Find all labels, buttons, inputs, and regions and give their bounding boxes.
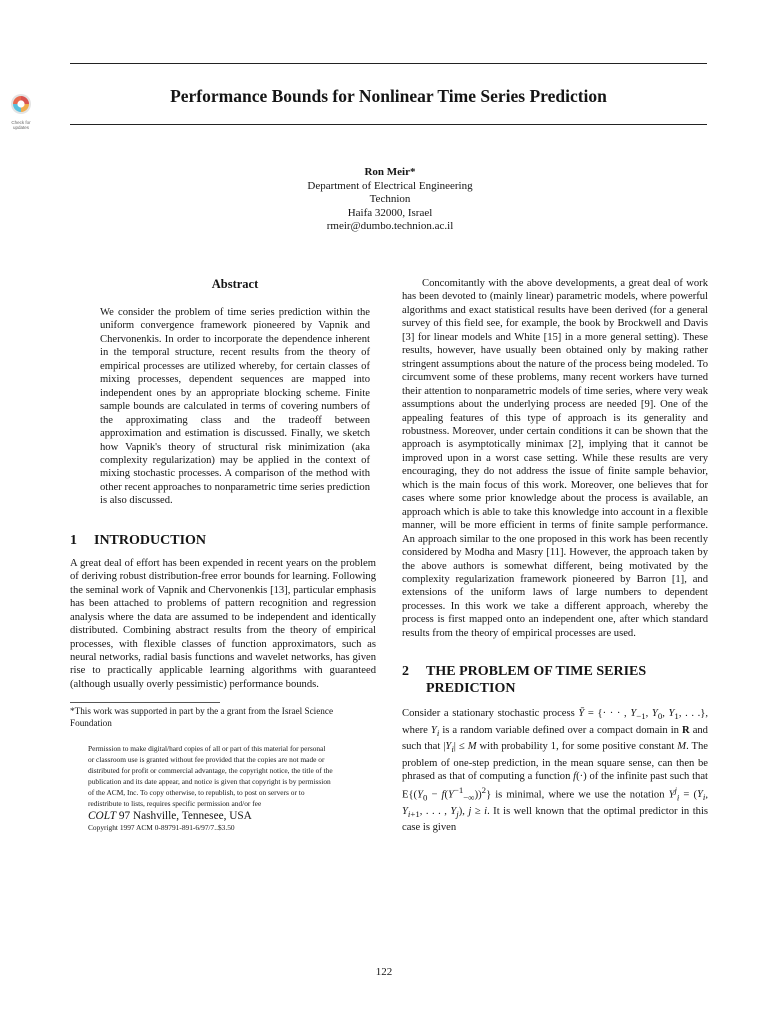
venue-conference: COLT <box>88 810 117 823</box>
right-column <box>402 277 708 835</box>
check-for-updates-badge[interactable] <box>6 93 36 130</box>
abstract-text: We consider the problem of time series prediction within the uniform convergence framework pioneered by Vapnik and Chervonenkis. In order to incorporate the dependence inherent in the temporal structure, recent results from the theory of empirical processes are utilized whereby, for certain classes of mixing processes, dependent sequences are mapped into independent ones by an appropriate blocking scheme. Finite sample bounds are calculated in terms of covering numbers of the approximating class and the tradeoff between approximation and estimation is discussed. Finally, we sketch how Vapnik's theory of structural risk minimization (aka complexity regularization) may be applied in the context of mixing stochastic processes. A comparison of the method with other recent approaches to nonparametric time series prediction is also discussed. <box>100 307 370 507</box>
section-1-heading <box>70 532 376 549</box>
affiliation-department: Department of Electrical Engineering <box>307 179 473 192</box>
section-1-title: INTRODUCTION <box>94 532 207 548</box>
permission-text: Permission to make digital/hard copies of all or part of this material for personal or classroom use is granted without fee provided that the copies are not made or distributed for profit or commercial advantage, the copyright notice, the title of the publication and its date appear, and notice is given that copyright is by permission of the ACM, Inc. To copy otherwise, to republish, to post on servers or to redistribute to lists, requires specific permission and/or fee <box>88 743 333 808</box>
affiliation-address: Haifa 32000, Israel <box>347 206 433 219</box>
top-rule <box>70 63 707 64</box>
intro-paragraph-1: A great deal of effort has been expended in recent years on the problem of deriving robust distribution-free error bounds for learning. Following the seminal work of Vapnik and Chervonenkis [13], particular emphasis has been attached to problems of pattern recognition and regression analysis where the data are assumed to be independent and identically distributed. Combining abstract results from the theory of empirical processes, with flexible classes of function approximators, such as neural networks, radial basis functions and wavelet networks, has given rise to practically applicable learning algorithms with guaranteed (although usually overly pessimistic) performance bounds. <box>70 557 376 690</box>
permission-notice <box>70 743 376 834</box>
section-2-title: THE PROBLEM OF TIME SERIES PREDICTION <box>426 664 647 697</box>
section-2-paragraph: Consider a stationary stochastic process Ȳ = {· · · , $Y_{-1}$, $Y_0$, $Y_1$, . . .}, where $Y_i$ is a random variable defined over a compact domain in R and such that $|Y_i| \le M$ with probability 1, for some positive constant M. The problem of one-step prediction, in the mean square sense, can then be phrased as that of computing a function f(·) of the infinite past such that $E\{(Y_0 - f(Y^{-1}_{-\infty}))^2\}$ is minimal, where we use the notation $Y^j_i = (Y_i$, $Y_{i+1}$, . . . , $Y_j$), j ≥ i. It is well known that the optimal predictor in this case is given <box>402 708 709 834</box>
venue-location: 97 Nashville, Tennesee, USA <box>116 810 252 823</box>
badge-line1: Check for <box>11 120 31 125</box>
section-1-number: 1 <box>70 532 77 548</box>
venue <box>88 810 376 823</box>
abstract-heading: Abstract <box>211 277 259 291</box>
section-2-number: 2 <box>402 664 409 680</box>
author-block <box>200 166 580 234</box>
footnote-text: *This work was supported in part by the a grant from the Israel Science Foundation <box>70 706 334 728</box>
bottom-rule <box>70 124 707 125</box>
left-column <box>70 277 376 833</box>
section-2-heading <box>402 663 708 697</box>
crossmark-icon <box>10 93 32 115</box>
affiliation-institution: Technion <box>369 193 411 206</box>
copyright: Copyright 1997 ACM 0-89791-891-6/97/7..$3.50 <box>88 823 235 833</box>
footnote <box>70 702 334 729</box>
abstract <box>70 277 376 508</box>
intro-paragraph-2: Concomitantly with the above developments, a great deal of work has been devoted to (mainly linear) parametric models, where powerful algorithms and exact statistical results have been derived (for a general survey of this field see, for example, the book by Brockwell and Davis [3] for linear models and White [15] in a more general setting). These results, however, have usually been obtained only by making rather stringent assumptions about the nature of the process being modeled. To circumvent some of these problems, many recent workers have turned their attention to nonparametric models of time series, where very weak assumptions about the underlying process are needed [9]. One of the appealing features of this type of approach is its generality and robustness. Moreover, under certain conditions it can be shown that the approach is asymptotically minimax [2], implying that it cannot be improved upon in a worst case setting. While these results are very encouraging, they do not address the issue of finite sample behavior, which is the main focus of this work. Moreover, one believes that for cases where some prior knowledge about the process is available, an approach which is able to take this knowledge into account in a flexible manner, will be more efficient in terms of finite sample performance. An approach similar to the one proposed in this work has been recently considered by Modha and Masry [11]. However, the approach taken by the above authors is somewhat different, being motivated by the complexity regularization framework pioneered by Barron [1], and extensions of the uniform laws of large numbers to dependent processes. In this work we take a different approach, whereby the process is first mapped onto an independent one, after which standard results from the theory of empirical processes are used. <box>402 278 708 639</box>
page-number: 122 <box>375 966 393 978</box>
author-name: Ron Meir* <box>364 166 416 178</box>
badge-line2: updates <box>12 125 29 130</box>
author-email: rmeir@dumbo.technion.ac.il <box>326 220 454 233</box>
paper-title: Performance Bounds for Nonlinear Time Series Prediction <box>170 86 607 106</box>
